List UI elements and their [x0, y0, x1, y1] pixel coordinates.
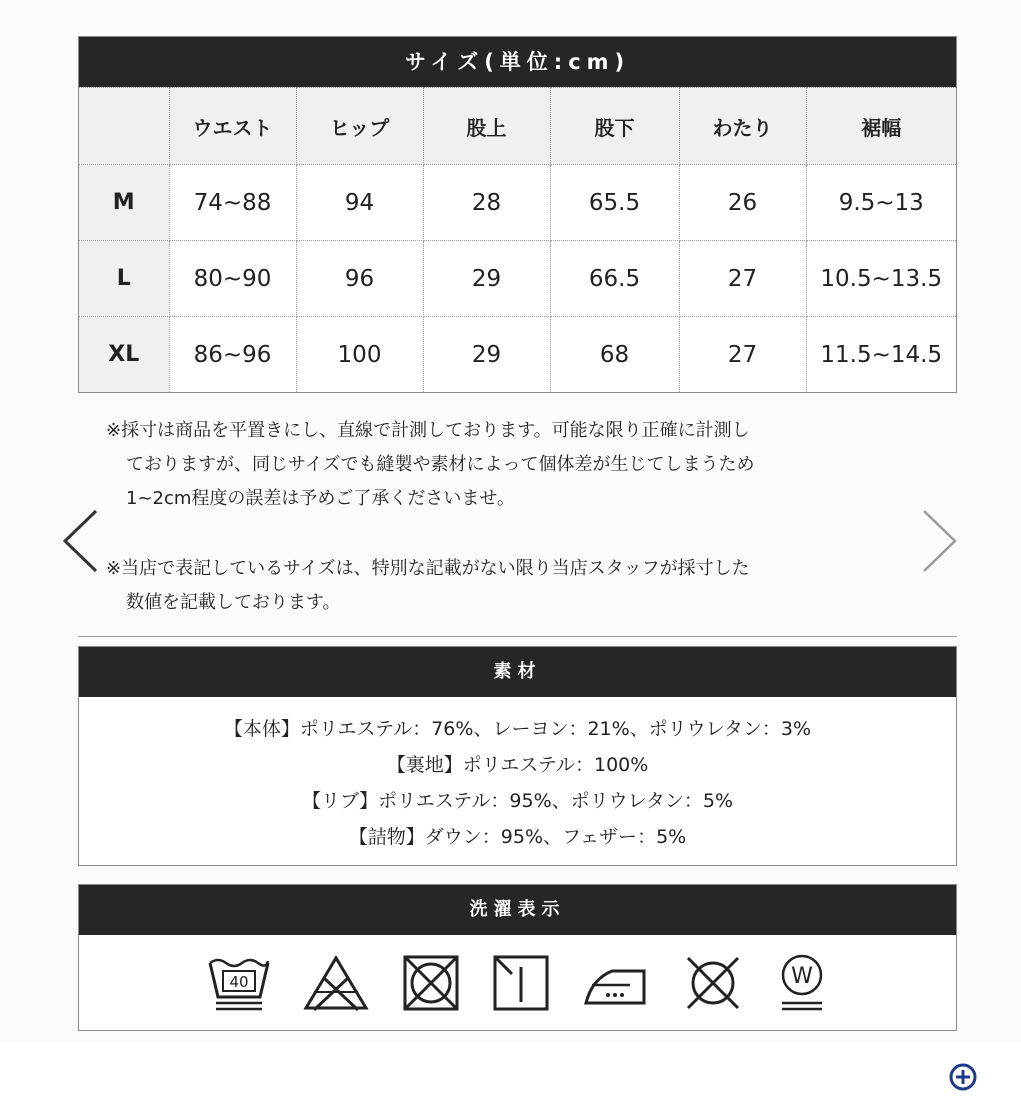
size-notation-note: [106, 552, 896, 620]
table-row: [79, 165, 956, 241]
row-header-size: XL: [79, 317, 169, 393]
wet-clean-letter: W: [790, 963, 813, 989]
zoom-in-icon: [948, 1062, 978, 1092]
no-dry-clean-icon: [680, 952, 746, 1014]
next-image-button[interactable]: [920, 508, 960, 574]
column-header-thigh: わたり: [679, 88, 806, 165]
column-header-rise: 股上: [423, 88, 550, 165]
material-line: 【裏地】ポリエステル：100%: [386, 754, 649, 776]
table-cell: 80~90: [169, 241, 296, 317]
table-cell: 65.5: [550, 165, 679, 241]
measurement-note: [106, 414, 896, 516]
note-line: 1~2cm程度の誤差は予めご了承くださいませ。: [126, 488, 515, 509]
note-line: 数値を記載しております。: [126, 592, 341, 613]
material-box: [78, 646, 957, 866]
no-tumble-dry-icon: [400, 952, 462, 1014]
size-table: [79, 87, 956, 392]
prev-image-button[interactable]: [60, 508, 100, 574]
table-cell: 74~88: [169, 165, 296, 241]
material-list: [79, 697, 956, 855]
column-header-waist: ウエスト: [169, 88, 296, 165]
material-line: 【詰物】ダウン：95%、フェザー：5%: [348, 826, 687, 848]
table-cell: 66.5: [550, 241, 679, 317]
note-line: ※当店で表記しているサイズは、特別な記載がない限り当店スタッフが採寸した: [106, 558, 750, 579]
table-cell: 26: [679, 165, 806, 241]
column-header-inseam: 股下: [550, 88, 679, 165]
material-line: 【本体】ポリエステル：76%、レーヨン：21%、ポリウレタン：3%: [223, 718, 812, 740]
material-line: 【リブ】ポリエステル：95%、ポリウレタン：5%: [301, 790, 734, 812]
row-header-size: L: [79, 241, 169, 317]
care-label-title: 洗濯表示: [79, 885, 956, 935]
table-cell: 9.5~13: [806, 165, 956, 241]
table-cell: 10.5~13.5: [806, 241, 956, 317]
wash-tub-40-icon: [206, 951, 272, 1015]
wash-temp-label: 40: [228, 972, 249, 991]
note-line: ておりますが、同じサイズでも縫製や素材によって個体差が生じてしまうため: [126, 454, 755, 475]
iron-low-icon: [580, 955, 652, 1011]
table-cell: 28: [423, 165, 550, 241]
size-table-box: [78, 36, 957, 393]
table-cell: 29: [423, 317, 550, 393]
chevron-right-icon: [920, 508, 960, 574]
section-divider: [78, 636, 957, 637]
table-row: [79, 241, 956, 317]
table-cell: 86~96: [169, 317, 296, 393]
column-header-hem: 裾幅: [806, 88, 956, 165]
material-title: 素材: [79, 647, 956, 697]
zoom-in-button[interactable]: [948, 1062, 978, 1092]
care-label-box: [78, 884, 957, 1031]
size-table-header-row: [79, 88, 956, 165]
wet-clean-icon: [774, 951, 830, 1015]
row-header-size: M: [79, 165, 169, 241]
chevron-left-icon: [60, 508, 100, 574]
table-cell: 11.5~14.5: [806, 317, 956, 393]
table-cell: 27: [679, 317, 806, 393]
column-header-hip: ヒップ: [296, 88, 423, 165]
table-cell: 100: [296, 317, 423, 393]
note-line: ※採寸は商品を平置きにし、直線で計測しております。可能な限り正確に計測し: [106, 420, 750, 441]
table-cell: 94: [296, 165, 423, 241]
care-icons-row: [79, 935, 956, 1030]
table-cell: 68: [550, 317, 679, 393]
no-bleach-icon: [300, 952, 372, 1014]
table-cell: 29: [423, 241, 550, 317]
size-table-title: サイズ(単位:cm): [79, 37, 956, 87]
column-header: [79, 88, 169, 165]
table-cell: 96: [296, 241, 423, 317]
table-row: [79, 317, 956, 393]
line-dry-icon: [490, 952, 552, 1014]
table-cell: 27: [679, 241, 806, 317]
